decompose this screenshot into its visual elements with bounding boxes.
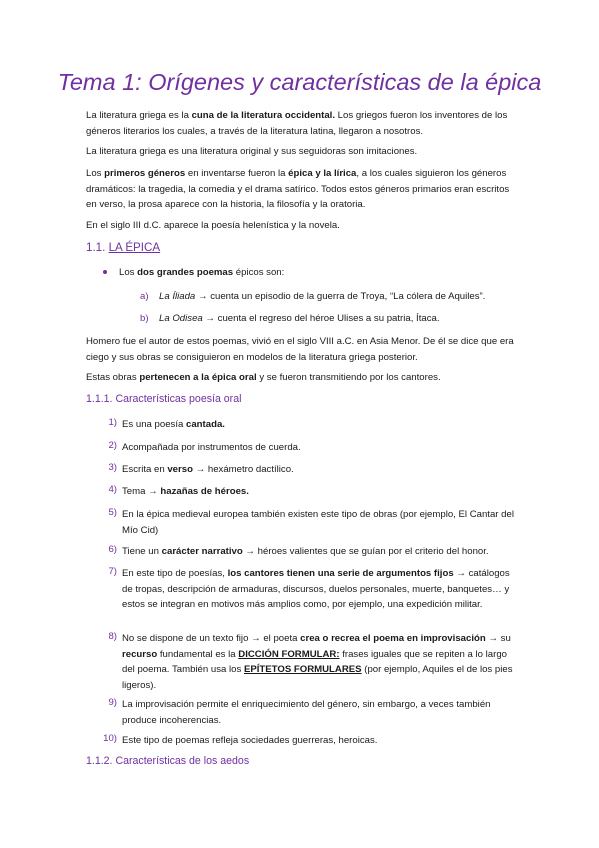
sub-item-text xyxy=(159,311,440,327)
bold-text: cantada. xyxy=(186,419,225,430)
text-run: fundamental es la xyxy=(157,648,239,660)
subsection-heading-poesia-oral: 1.1.1. Características poesía oral xyxy=(86,393,242,405)
section-number: 1.1. xyxy=(86,241,109,254)
work-title: La Odisea xyxy=(159,313,203,324)
list-item-number: 2) xyxy=(108,440,117,451)
intro-paragraph-1 xyxy=(86,108,518,139)
work-title: La Íliada xyxy=(159,291,196,302)
text-run: La literatura griega es la xyxy=(86,110,192,121)
text-run: La improvisación permite el enriquecimiento del género, sin embargo, a veces también produce incoherencias. xyxy=(122,699,491,726)
text-run: Los xyxy=(86,168,105,179)
list-item-number: 8) xyxy=(108,631,117,642)
text-run: frases iguales que se repiten a lo largo del poema. También usa los xyxy=(122,648,508,675)
paragraph-homero: Homero fue el autor de estos poemas, vivió en el siglo VIII a.C. en Asia Menor. De él se dice que era ciego y sus obras se consiguieron en modelos de la literatura griega posterior. xyxy=(86,336,514,363)
bullet-item xyxy=(119,265,284,281)
list-item-number: 1) xyxy=(108,417,117,428)
text-run: En la épica medieval europea también existen este tipo de obras (por ejemplo, El Cantar del Mío Cid) xyxy=(122,509,514,536)
text-run: Este tipo de poemas refleja sociedades guerreras, heroicas. xyxy=(122,735,378,746)
intro-paragraph-4: En el siglo III d.C. aparece la poesía helenística y la novela. xyxy=(86,220,340,231)
bold-text: carácter narrativo xyxy=(161,546,243,557)
sub-item-letter: b) xyxy=(140,313,149,324)
list-item-text xyxy=(122,484,514,500)
list-item-number: 3) xyxy=(108,462,117,473)
list-item-number: 5) xyxy=(108,507,117,518)
list-item-text xyxy=(122,507,514,538)
text-run: , a los cuales siguieron los géneros dramáticos: la tragedia, la comedia y el drama satírico. Todos estos géneros primarios eran escritos en verso, la prosa aparece con la historia, la filosofía y la oratoria. xyxy=(86,168,510,210)
list-item-text xyxy=(122,566,514,613)
bold-text: verso xyxy=(167,464,193,475)
list-item-number: 4) xyxy=(108,484,117,495)
text-run: Tema → xyxy=(122,486,161,497)
list-item-text xyxy=(122,733,514,749)
intro-paragraph-2: La literatura griega es una literatura original y sus seguidoras son imitaciones. xyxy=(86,146,418,157)
list-item-text xyxy=(122,544,514,560)
bold-underlined-text: DICCIÓN FORMULAR: xyxy=(238,648,340,660)
text-run: Los griegos fueron los inventores de los géneros literarios los cuales, a través de la literatura latina, llegaron a nosotros. xyxy=(86,110,508,137)
list-item-number: 7) xyxy=(108,566,117,577)
paragraph-epica-oral xyxy=(86,370,518,386)
text-run: → hexámetro dactílico. xyxy=(192,464,294,475)
subsection-heading-aedos: 1.1.2. Características de los aedos xyxy=(86,755,250,767)
section-title: LA ÉPICA xyxy=(108,241,161,254)
bold-text: los cantores tienen una serie de argumentos fijos xyxy=(227,568,454,579)
list-item-text xyxy=(122,417,514,433)
text-run: Estas obras xyxy=(86,372,140,383)
text-run: → catálogos de tropas, descripción de armaduras, discursos, duelos personales, muerte, banquetes… y estos se integran en motivos más amplios como, por ejemplo, una expedición militar. xyxy=(122,568,510,610)
section-heading-epica xyxy=(86,241,160,254)
list-item-text xyxy=(122,440,514,456)
bold-text: épica y la lírica xyxy=(288,168,357,179)
list-item-text xyxy=(122,462,514,478)
list-item-number: 6) xyxy=(108,544,117,555)
text-run: (por ejemplo, Aquiles el de los pies ligeros). xyxy=(122,664,513,691)
text-run: No se dispone de un texto fijo → el poeta xyxy=(122,633,301,644)
text-run: épicos son: xyxy=(233,267,285,278)
sub-item-text xyxy=(159,289,485,305)
list-item-text xyxy=(122,631,514,693)
page-title: Tema 1: Orígenes y características de la épica xyxy=(57,69,542,95)
text-run: → su xyxy=(485,633,511,644)
bullet-icon xyxy=(103,270,107,274)
text-run: → héroes valientes que se guían por el criterio del honor. xyxy=(242,546,489,557)
text-run: en inventarse fueron la xyxy=(185,168,289,179)
text-run: Los xyxy=(119,267,138,278)
bold-text: hazañas de héroes. xyxy=(160,486,249,497)
sub-item-letter: a) xyxy=(140,291,149,302)
bold-text: primeros géneros xyxy=(104,168,186,179)
text-run: Tiene un xyxy=(122,546,162,557)
text-run: → cuenta un episodio de la guerra de Troya, “La cólera de Aquiles”. xyxy=(195,291,486,302)
text-run: En este tipo de poesías, xyxy=(122,568,228,579)
bold-text: crea o recrea el poema en improvisación xyxy=(300,633,486,644)
bold-underlined-text: EPÍTETOS FORMULARES xyxy=(243,664,362,675)
list-item-number: 9) xyxy=(108,697,117,708)
list-item-text xyxy=(122,697,514,728)
list-item-number: 10) xyxy=(103,733,117,744)
bold-text: pertenecen a la épica oral xyxy=(139,372,257,383)
text-run: Escrita en xyxy=(122,464,168,475)
bold-text: dos grandes poemas xyxy=(137,267,234,278)
bold-text: cuna de la literatura occidental. xyxy=(191,110,336,121)
bold-text: recurso xyxy=(122,648,158,660)
text-run: Acompañada por instrumentos de cuerda. xyxy=(122,442,301,453)
text-run: y se fueron transmitiendo por los cantores. xyxy=(256,372,441,383)
intro-paragraph-3 xyxy=(86,166,518,213)
text-run: Es una poesía xyxy=(122,419,187,430)
text-run: → cuenta el regreso del héroe Ulises a su patria, Ítaca. xyxy=(202,313,440,324)
